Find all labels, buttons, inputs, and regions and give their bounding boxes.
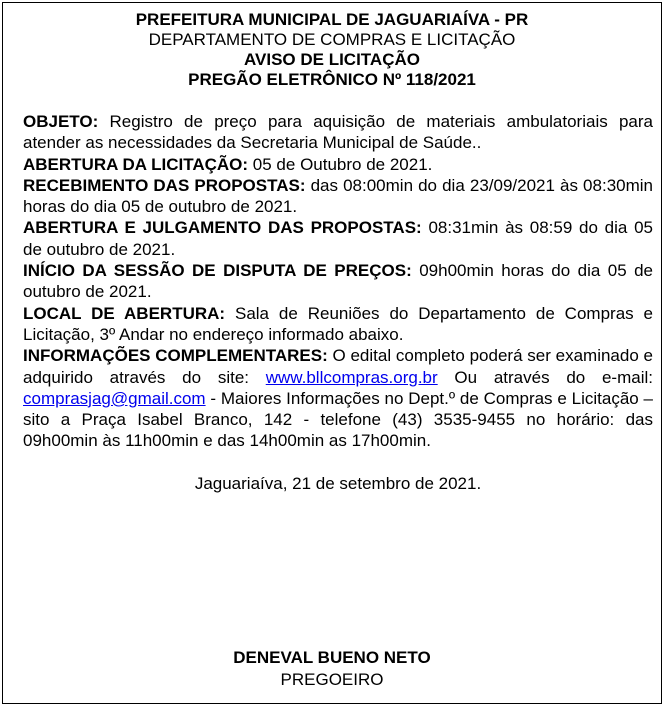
inicio-sessao-label: INÍCIO DA SESSÃO DE DISPUTA DE PREÇOS: [23, 261, 412, 281]
julgamento-text: 08:31min às 08:59 do dia 05 de outubro de 2021. [23, 218, 653, 259]
local-paragraph [23, 303, 653, 346]
signature-block [3, 647, 661, 691]
inicio-sessao-text: 09h00min horas do dia 05 de outubro de 2021. [23, 261, 653, 302]
local-label: LOCAL DE ABERTURA: [23, 303, 226, 323]
recebimento-label: RECEBIMENTO DAS PROPOSTAS: [23, 175, 306, 195]
recebimento-text: das 08:00min do dia 23/09/2021 às 08:30min horas do dia 05 de outubro de 2021. [23, 175, 653, 217]
date-line: Jaguariaíva, 21 de setembro de 2021. [194, 473, 482, 493]
abertura-licitacao-text: 05 de Outubro de 2021. [248, 154, 433, 174]
informacoes-paragraph [23, 345, 653, 451]
email-link[interactable]: comprasjag@gmail.com [23, 388, 206, 408]
inicio-sessao-paragraph [23, 260, 653, 303]
objeto-label: OBJETO: [23, 112, 99, 131]
objeto-text: Registro de preço para aquisição de materiais ambulatoriais para atender as necessidades da Secretaria Municipal de Saúde.. [23, 112, 653, 153]
notice-title: AVISO DE LICITAÇÃO [244, 50, 420, 69]
recebimento-paragraph [23, 175, 653, 218]
abertura-licitacao-paragraph [23, 154, 653, 175]
notice-body [23, 111, 653, 494]
objeto-paragraph [23, 111, 653, 154]
informacoes-text-1: O edital completo poderá ser examinado e adquirido através do site: [23, 346, 653, 387]
auction-number: PREGÃO ELETRÔNICO Nº 118/2021 [188, 70, 476, 89]
signatory-role: PREGOEIRO [280, 670, 384, 689]
signatory-name: DENEVAL BUENO NETO [233, 648, 431, 667]
local-text: Sala de Reuniões do Departamento de Compras e Licitação, 3º Andar no endereço informado abaixo. [23, 303, 653, 344]
informacoes-text-2: Ou através do e-mail: [437, 367, 653, 387]
department-title: DEPARTAMENTO DE COMPRAS E LICITAÇÃO [148, 30, 516, 49]
julgamento-label: ABERTURA E JULGAMENTO DAS PROPOSTAS: [23, 218, 422, 238]
notice-frame [2, 2, 662, 704]
julgamento-paragraph [23, 217, 653, 260]
informacoes-label: INFORMAÇÕES COMPLEMENTARES: [23, 346, 328, 366]
website-link[interactable]: www.bllcompras.org.br [265, 367, 438, 387]
abertura-licitacao-label: ABERTURA DA LICITAÇÃO: [23, 154, 249, 174]
informacoes-text-3: - Maiores Informações no Dept.º de Compras e Licitação – sito a Praça Isabel Branco, 142 - telefone (43) 3535-9455 no horário: das 09h00min às 11h00min e das 14h00min as 17h00min. [23, 388, 653, 451]
notice-header [3, 3, 661, 90]
municipality-title: PREFEITURA MUNICIPAL DE JAGUARIAÍVA - PR [135, 10, 529, 29]
